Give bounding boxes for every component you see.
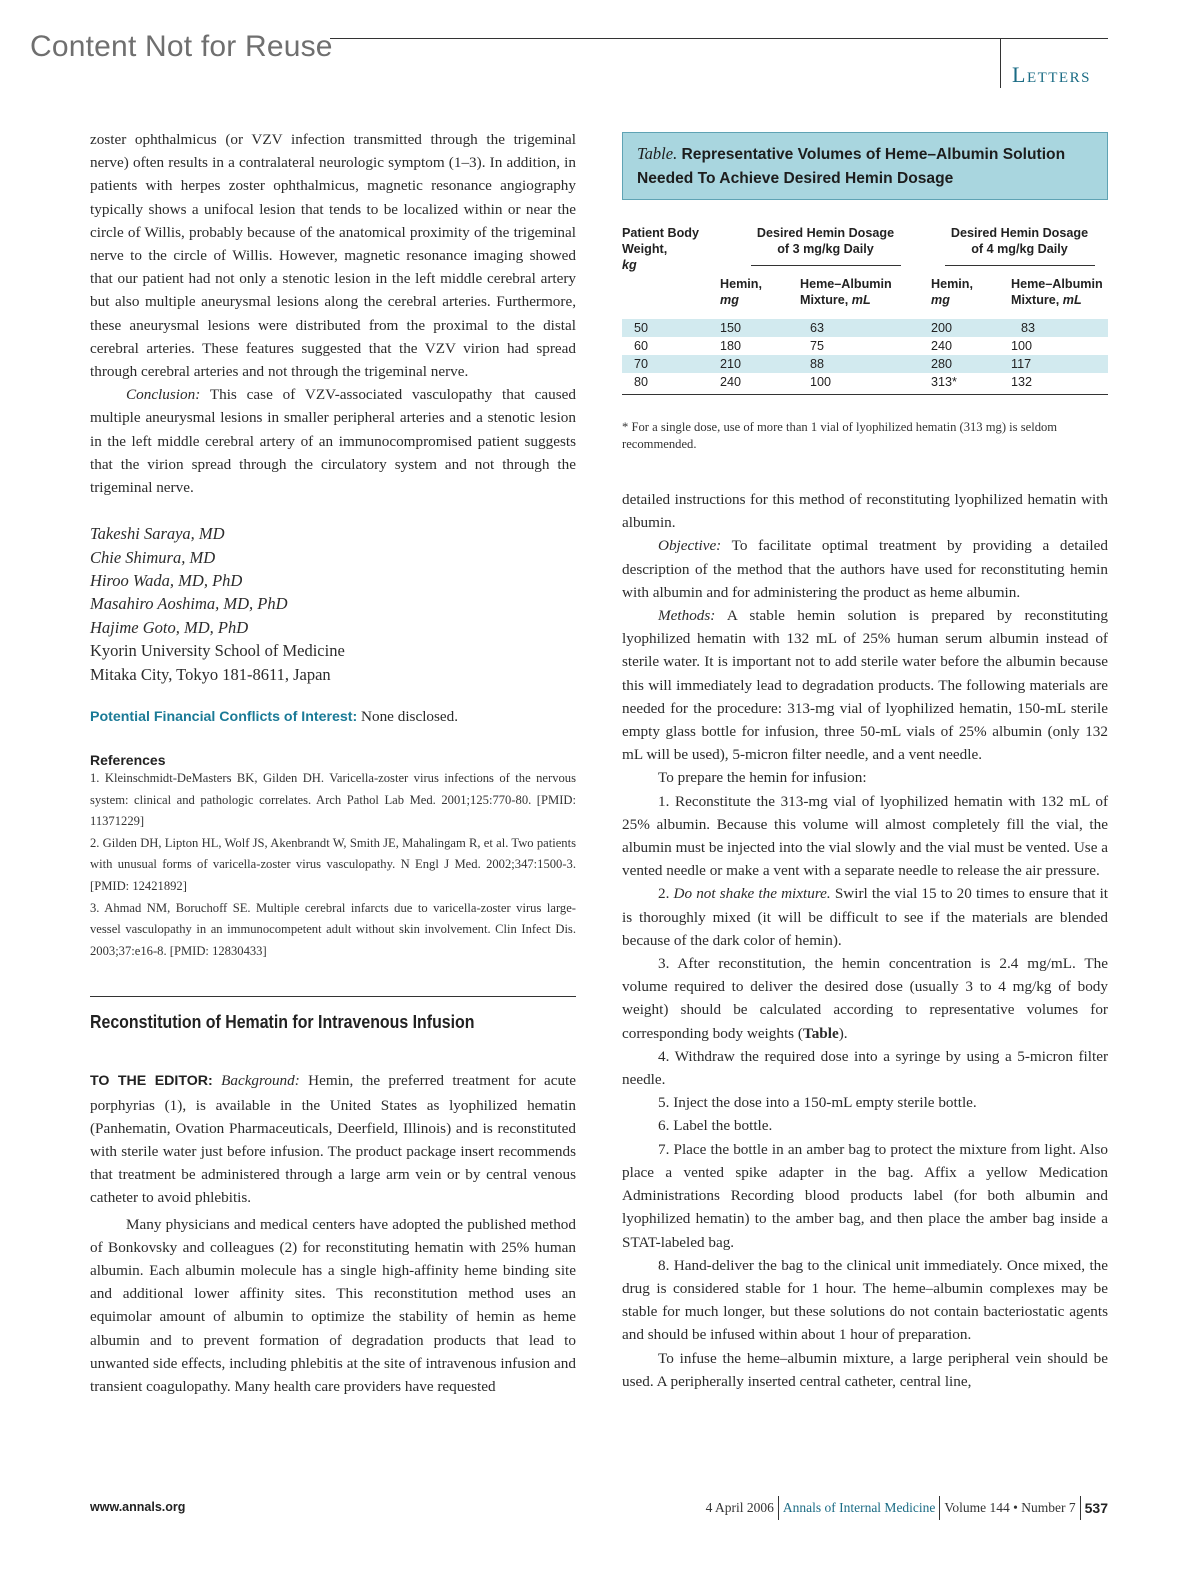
coi-label: Potential Financial Conflicts of Interest: [90, 709, 358, 726]
footer-divider [1080, 1496, 1081, 1520]
author-block [90, 522, 576, 686]
table-row: 70 210 88 280 117 [622, 355, 1108, 373]
author-name: Hajime Goto, MD, PhD [90, 617, 249, 637]
methods-label: Methods: [658, 607, 716, 625]
references-title: References [90, 752, 166, 769]
body-paragraph: To prepare the hemin for infusion: [658, 769, 867, 787]
page-number: 537 [1084, 1500, 1108, 1516]
section-label: Letters [1012, 62, 1091, 87]
conclusion-label: Conclusion: [126, 386, 201, 404]
conclusion-paragraph [90, 383, 576, 499]
reference-item: 1. Kleinschmidt-DeMasters BK, Gilden DH. Varicella-zoster virus infections of the nervous system: clinical and pathologic correlates. Arch Pathol Lab Med. 2001;125:770-80. [PMID: 11371229] [90, 771, 576, 829]
editor-label: TO THE EDITOR: [90, 1073, 213, 1090]
step-item: 8. Hand-deliver the bag to the clinical unit immediately. Once mixed, the drug is considered stable for 1 hour. The heme–albumin complexes may be stable for much longer, but these solutions do not contain bacteriostatic agents and should be infused within about 1 hour of preparation. [622, 1256, 1108, 1344]
col-header-hemin: Hemin, mg [931, 277, 973, 307]
footer-journal: Annals of Internal Medicine [782, 1500, 936, 1515]
body-paragraph: To infuse the heme–albumin mixture, a large peripheral vein should be used. A peripherally inserted central catheter, central line, [622, 1349, 1108, 1390]
section-rule [90, 996, 576, 997]
section-title: Reconstitution of Hematin for Intravenous Infusion [90, 1011, 475, 1033]
body-paragraph: detailed instructions for this method of reconstituting lyophilized hematin with albumin. [622, 491, 1108, 532]
col-header-weight: Patient Body Weight, kg [622, 226, 699, 272]
footer-date: 4 April 2006 [705, 1500, 774, 1515]
header-divider [1000, 38, 1001, 88]
col-group-4mg: Desired Hemin Dosage of 4 mg/kg Daily [931, 225, 1108, 276]
col-header-hemin: Hemin, mg [720, 277, 762, 307]
author-name: Hiroo Wada, MD, PhD [90, 571, 243, 591]
conclusion-text: This case of VZV-associated vasculopathy that caused multiple aneurysmal lesions in smaller peripheral arteries and a stenotic lesion in the left middle cerebral artery of an immunocompromised patient suggests that the virion spread through the circulatory system and not through the trigeminal nerve. [90, 386, 576, 497]
right-column [622, 488, 1108, 1393]
footer-volume: Volume 144 • Number 7 [944, 1500, 1076, 1515]
background-text: Hemin, the preferred treatment for acute porphyrias (1), is available in the United States as lyophilized hematin (Panhematin, Ovation Pharmaceuticals, Deerfield, Illinois) and is reconstituted with sterile water just before infusion. The product package insert recommends that treatment be administered through a large arm vein or by central venous catheter to avoid phlebitis. [90, 1072, 577, 1207]
reference-item: 2. Gilden DH, Lipton HL, Wolf JS, Akenbrandt W, Smith JE, Mahalingam R, et al. Two patients with unusual forms of varicella-zoster virus vasculopathy. N Engl J Med. 2002;347:1500-3. [PMID: 12421892] [90, 835, 576, 894]
table-title [622, 132, 1108, 200]
body-paragraph: Many physicians and medical centers have adopted the published method of Bonkovsky and colleagues (2) for reconstituting hematin with 25% human albumin. Each albumin molecule has a single high-affinity heme binding site and additional lower affinity sites. This reconstitution method uses an equimolar amount of albumin to optimize the stability of hemin as heme albumin and to prevent formation of degradation products that lead to unwanted side effects, including phlebitis at the site of intravenous infusion and transient coagulopathy. Many health care providers have requested [90, 1215, 576, 1396]
table-row: 60 180 75 240 100 [634, 339, 1033, 353]
background-label: Background: [221, 1072, 300, 1090]
table-footnote: * For a single dose, use of more than 1 vial of lyophilized hematin (313 mg) is seldom recommended. [622, 420, 1058, 451]
author-name: Takeshi Saraya, MD [90, 524, 225, 544]
footer-citation [706, 1496, 1108, 1520]
step-item: 3. After reconstitution, the hemin concentration is 2.4 mg/mL. The volume required to deliver the desired dose (usually 3 to 4 mg/kg of body weight) should be calculated according to representative volumes for corresponding body weights (Table). [622, 955, 1108, 1042]
table-row: 50 150 63 200 83 [622, 319, 1108, 337]
conflicts-of-interest [90, 708, 576, 726]
affiliation: Mitaka City, Tokyo 181-8611, Japan [90, 664, 331, 684]
objective-paragraph: Objective: To facilitate optimal treatment by providing a detailed description of the method that the authors have used for reconstituting hemin with albumin and for administering the product as heme albumin. [622, 537, 1108, 601]
table-reference: Table [802, 1024, 839, 1042]
step-item: 6. Label the bottle. [658, 1117, 773, 1135]
methods-paragraph: Methods: A stable hemin solution is prepared by reconstituting lyophilized hematin with 132 mL of 25% human serum albumin instead of sterile water. It is important not to add sterile water before the albumin because this will immediately lead to degradation products. The following materials are needed for the procedure: 313-mg vial of lyophilized hematin, 150-mL sterile empty glass bottle for infusion, three 50-mL vials of 25% albumin (only 132 mL will be used), 5-micron filter needle, and a vent needle. [622, 607, 1108, 764]
step-item: 7. Place the bottle in an amber bag to protect the mixture from light. Also place a vented spike adapter in the bag. Affix a yellow Medication Administrations Recording blood products label (for both albumin and lyophilized hematin) to the amber bag, and then place the amber bag inside a STAT-labeled bag. [622, 1140, 1108, 1251]
editor-paragraph [90, 1069, 576, 1209]
body-paragraph: zoster ophthalmicus (or VZV infection transmitted through the trigeminal nerve) often results in a contralateral neurologic symptom (1–3). In addition, in patients with herpes zoster ophthalmicus, magnetic resonance angiography typically shows a unifocal lesion that tends to be localized within or near the circle of Willis, probably because of the anatomical proximity of the trigeminal nerve to the circle of Willis. However, magnetic resonance imaging showed that our patient had not only a stenotic lesion in the left middle cerebral artery but also multiple aneurysmal lesions along the cerebral arteries. Furthermore, these aneurysmal lesions were distributed from the proximal to the distal cerebral arteries. These features suggested that the VZV virion had spread through cerebral arteries and not through the trigeminal nerve. [90, 131, 576, 381]
footer-website: www.annals.org [90, 1500, 186, 1514]
table-row: 80 240 100 313* 132 [634, 375, 1033, 389]
coi-text: None disclosed. [357, 708, 459, 726]
col-group-3mg: Desired Hemin Dosage of 3 mg/kg Daily [720, 225, 931, 276]
author-name: Masahiro Aoshima, MD, PhD [90, 594, 288, 614]
footer-divider [939, 1496, 940, 1520]
dosage-table [622, 132, 1108, 453]
left-column [90, 128, 576, 1398]
table-label: Table. [637, 144, 678, 163]
dosage-table-grid [622, 225, 1108, 391]
affiliation: Kyorin University School of Medicine [90, 641, 345, 661]
table-bottom-rule [622, 394, 1108, 395]
watermark: Content Not for Reuse [30, 30, 333, 63]
col-header-mixture: Heme–Albumin Mixture, mL [1011, 277, 1103, 307]
step-item: 4. Withdraw the required dose into a syringe by using a 5-micron filter needle. [622, 1047, 1108, 1089]
step-item: 1. Reconstitute the 313-mg vial of lyophilized hematin with 132 mL of 25% albumin. Because this volume will almost completely fill the vial, the albumin must be injected into the vial slowly and the vial must be vented. Use a vented needle or make a vent with a separate needle to release the air pressure. [622, 792, 1108, 880]
footer-divider [778, 1496, 779, 1520]
author-name: Chie Shimura, MD [90, 547, 216, 567]
reference-item: 3. Ahmad NM, Boruchoff SE. Multiple cerebral infarcts due to varicella-zoster virus large-vessel vasculopathy in an immunocompetent adult without skin involvement. Clin Infect Dis. 2003;37:e16-8. [PMID: 12830433] [90, 900, 576, 958]
step-item: 2. Do not shake the mixture. Swirl the vial 15 to 20 times to ensure that it is thoroughly mixed (it will be difficult to see if the materials are blended because of the dark color of hemin). [622, 885, 1109, 949]
header-rule [330, 38, 1108, 39]
step-item: 5. Inject the dose into a 150-mL empty sterile bottle. [658, 1094, 977, 1112]
col-header-mixture: Heme–Albumin Mixture, mL [800, 277, 892, 307]
table-title-text: Representative Volumes of Heme–Albumin Solution Needed To Achieve Desired Hemin Dosage [637, 146, 1066, 187]
objective-label: Objective: [658, 537, 722, 555]
